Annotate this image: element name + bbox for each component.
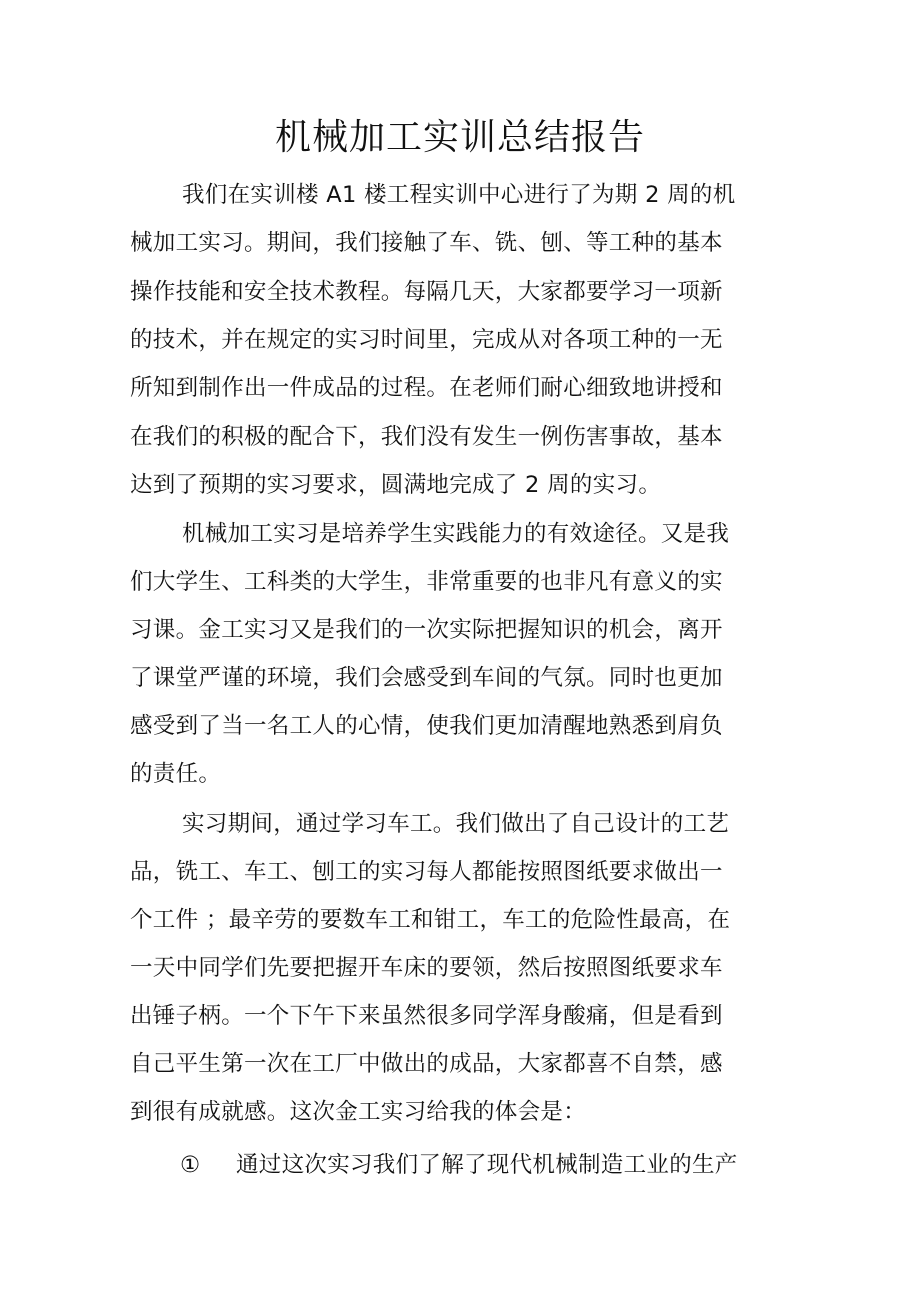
paragraph-3-line-5: 出锤子柄。一个下午下来虽然很多同学浑身酸痛，但是看到: [130, 1003, 723, 1029]
paragraph-3-line-7: 到很有成就感。这次金工实习给我的体会是：: [130, 1099, 587, 1125]
paragraph-1-line-3: 操作技能和安全技术教程。每隔几天，大家都要学习一项新: [130, 279, 723, 305]
list-item-number: ①: [180, 1152, 201, 1178]
paragraph-2-line-1: 机械加工实习是培养学生实践能力的有效途径。又是我: [182, 521, 730, 547]
paragraph-2-line-2: 们大学生、工科类的大学生，非常重要的也非凡有意义的实: [130, 569, 723, 595]
paragraph-2-line-5: 感受到了当一名工人的心情，使我们更加清醒地熟悉到肩负: [130, 713, 723, 739]
list-item-text: 通过这次实习我们了解了现代机械制造工业的生产: [236, 1152, 738, 1178]
paragraph-1-line-6: 在我们的积极的配合下，我们没有发生一例伤害事故，基本: [130, 424, 723, 450]
paragraph-1-line-4: 的技术，并在规定的实习时间里，完成从对各项工种的一无: [130, 327, 723, 353]
paragraph-2-line-3: 习课。金工实习又是我们的一次实际把握知识的机会，离开: [130, 617, 723, 643]
paragraph-3-line-3: 个工件 ；最辛劳的要数车工和钳工，车工的危险性最高，在: [130, 907, 731, 933]
paragraph-1-line-7: 达到了预期的实习要求，圆满地完成了 2 周的实习。: [130, 472, 662, 498]
paragraph-3-line-2: 品，铣工、车工、刨工的实习每人都能按照图纸要求做出一: [130, 859, 723, 885]
paragraph-1-line-1: 我们在实训楼 A1 楼工程实训中心进行了为期 2 周的机: [182, 182, 736, 208]
paragraph-3-line-1: 实习期间，通过学习车工。我们做出了自己设计的工艺: [182, 811, 730, 837]
paragraph-2-line-6: 的责任。: [130, 761, 222, 787]
document-title: 机械加工实训总结报告: [274, 117, 645, 158]
paragraph-3-line-6: 自己平生第一次在工厂中做出的成品，大家都喜不自禁，感: [130, 1051, 723, 1077]
paragraph-1-line-2: 械加工实习。期间，我们接触了车、铣、刨、等工种的基本: [130, 230, 723, 256]
paragraph-1-line-5: 所知到制作出一件成品的过程。在老师们耐心细致地讲授和: [130, 375, 723, 401]
paragraph-2-line-4: 了课堂严谨的环境，我们会感受到车间的气氛。同时也更加: [130, 665, 723, 691]
paragraph-3-line-4: 一天中同学们先要把握开车床的要领，然后按照图纸要求车: [130, 955, 723, 981]
